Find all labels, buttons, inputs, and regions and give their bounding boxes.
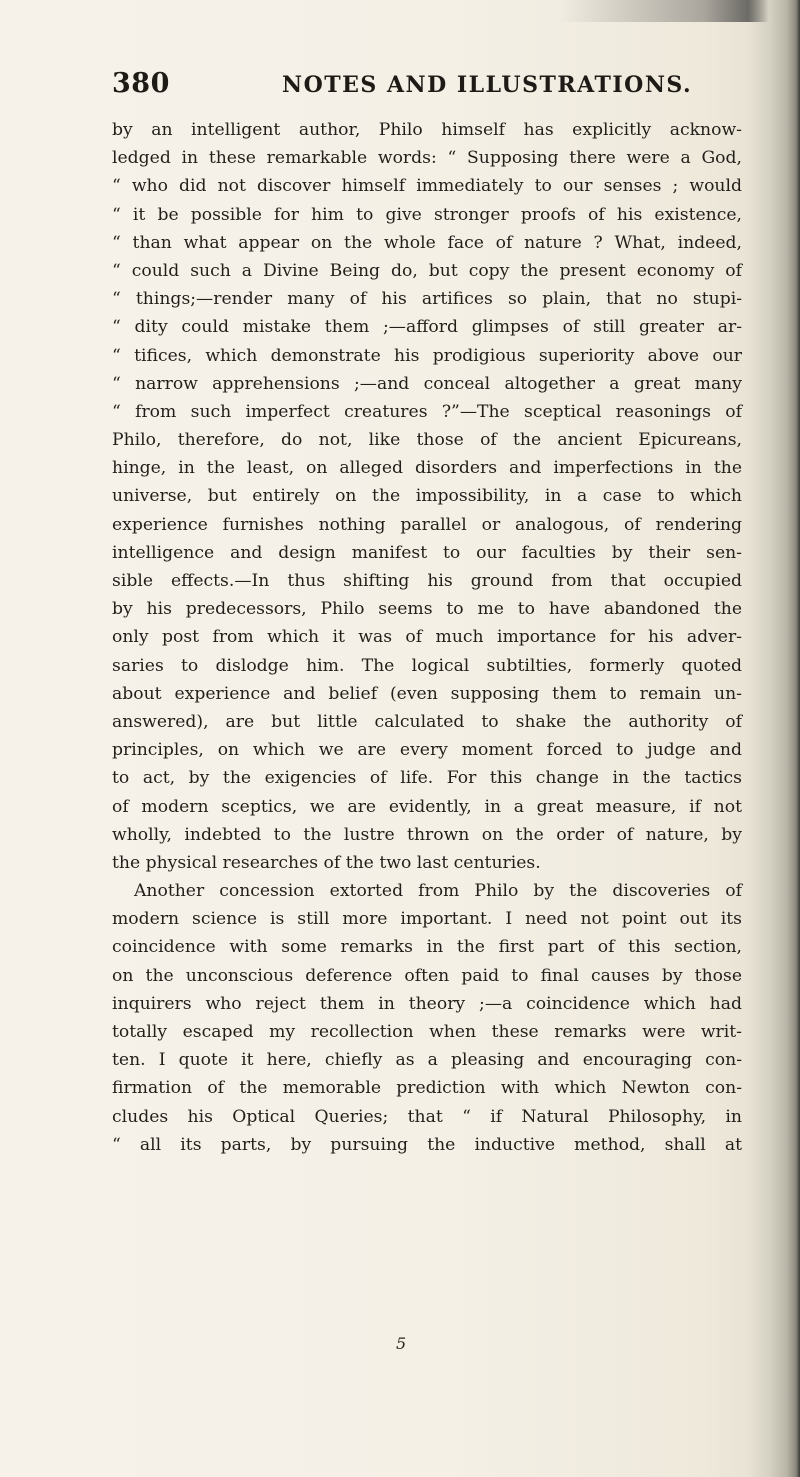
text-line: cludes his Optical Queries; that “ if Natural Philosophy, in xyxy=(112,1106,742,1127)
text-line: firmation of the memorable prediction with which Newton con- xyxy=(112,1078,742,1099)
signature-mark: 5 xyxy=(396,1334,407,1353)
text-line: intelligence and design manifest to our faculties by their sen- xyxy=(112,542,742,563)
body-text xyxy=(112,116,742,1159)
text-line: coincidence with some remarks in the first part of this section, xyxy=(112,937,742,958)
text-line: “ narrow apprehensions ;—and conceal altogether a great many xyxy=(112,373,742,394)
text-line: on the unconscious deference often paid to final causes by those xyxy=(112,965,742,986)
text-line: “ all its parts, by pursuing the inductive method, shall at xyxy=(112,1134,742,1155)
text-line: Philo, therefore, do not, like those of the ancient Epicureans, xyxy=(112,430,742,451)
text-line: by an intelligent author, Philo himself has explicitly acknow- xyxy=(112,120,742,140)
text-line: principles, on which we are every moment forced to judge and xyxy=(112,740,742,761)
scan-binding-edge xyxy=(748,0,800,1477)
text-line-paragraph-start: Another concession extorted from Philo by the discoveries of xyxy=(134,881,742,902)
text-line: hinge, in the least, on alleged disorders and imperfections in the xyxy=(112,458,742,479)
text-line: “ from such imperfect creatures ?”—The sceptical reasonings of xyxy=(112,401,742,422)
text-line: of modern sceptics, we are evidently, in a great measure, if not xyxy=(112,796,742,817)
text-line: wholly, indebted to the lustre thrown on the order of nature, by xyxy=(112,824,742,845)
text-line: saries to dislodge him. The logical subtilties, formerly quoted xyxy=(112,655,742,676)
text-line: only post from which it was of much importance for his adver- xyxy=(112,627,742,648)
text-line: “ dity could mistake them ;—afford glimpses of still greater ar- xyxy=(112,317,742,338)
text-line: by his predecessors, Philo seems to me to have abandoned the xyxy=(112,599,742,620)
text-line: universe, but entirely on the impossibility, in a case to which xyxy=(112,486,742,507)
text-line: sible effects.—In thus shifting his ground from that occupied xyxy=(112,571,742,591)
page-number: 380 xyxy=(112,68,170,99)
text-line: “ could such a Divine Being do, but copy the present economy of xyxy=(112,260,742,281)
text-line: “ things;—render many of his artifices so plain, that no stupi- xyxy=(112,289,742,310)
text-line: “ than what appear on the whole face of nature ? What, indeed, xyxy=(112,232,742,253)
text-line: answered), are but little calculated to shake the authority of xyxy=(112,711,742,732)
text-line: experience furnishes nothing parallel or analogous, of rendering xyxy=(112,514,742,535)
text-line-paragraph-end: the physical researches of the two last centuries. xyxy=(112,852,541,873)
text-line: ten. I quote it here, chiefly as a pleasing and encouraging con- xyxy=(112,1050,742,1071)
text-line: ledged in these remarkable words: “ Supposing there were a God, xyxy=(112,148,742,169)
text-line: modern science is still more important. I need not point out its xyxy=(112,909,742,930)
running-head: NOTES AND ILLUSTRATIONS. xyxy=(282,72,693,98)
text-line: totally escaped my recollection when these remarks were writ- xyxy=(112,1022,742,1042)
text-line: “ who did not discover himself immediately to our senses ; would xyxy=(112,176,742,197)
text-line: to act, by the exigencies of life. For this change in the tactics xyxy=(112,768,742,789)
text-line: inquirers who reject them in theory ;—a coincidence which had xyxy=(112,993,742,1014)
text-line: about experience and belief (even supposing them to remain un- xyxy=(112,683,742,704)
page-header xyxy=(112,68,732,104)
text-line: “ it be possible for him to give stronger proofs of his existence, xyxy=(112,204,742,225)
text-line: “ tifices, which demonstrate his prodigious superiority above our xyxy=(112,345,742,366)
